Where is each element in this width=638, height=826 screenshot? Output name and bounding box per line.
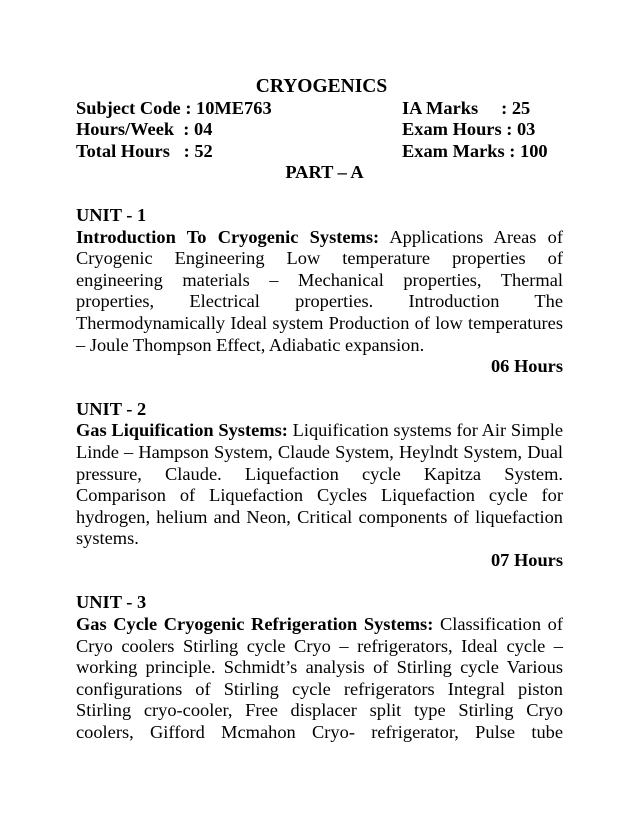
subject-code: Subject Code : 10ME763 [76,97,272,118]
unit-topic: Gas Liquification Systems: [76,420,288,441]
unit-topic: Introduction To Cryogenic Systems: [76,226,380,247]
syllabus-page [76,76,563,765]
unit-body [76,420,563,550]
unit-text: Liquification systems for Air Simple Linde – Hampson System, Claude System, Heylndt System, Dual pressure, Claude. Liquefaction cycle Kapitza System. Comparison of Liquefaction Cycles Liquefaction cycle for hydrogen, helium and Neon, Critical components of liquefaction systems. [76,420,564,549]
unit-hours: 06 Hours [490,356,563,377]
page-title: CRYOGENICS [255,76,388,97]
part-heading: PART – A [285,162,364,183]
unit-topic: Gas Cycle Cryogenic Refrigeration Systems: [76,614,434,635]
unit-text: Classification of Cryo coolers Stirling cycle Cryo – refrigerators, Ideal cycle – working principle. Schmidt’s analysis of Stirling cycle Various configurations of Stirling cycle refrigerators Integral piston Stirling cryo-cooler, Free displacer split type Stirling Cryo coolers, Gifford Mcmahon Cryo- refrigerator, Pulse tube [76,614,563,743]
exam-hours: Exam Hours : 03 [402,119,536,140]
course-meta [76,98,563,163]
meta-row-total-hours [76,141,563,163]
unit-heading: UNIT - 3 [76,592,147,613]
meta-row-subject-code [76,98,563,120]
total-hours: Total Hours : 52 [76,140,213,161]
unit-heading: UNIT - 2 [76,398,147,419]
unit-hours: 07 Hours [490,549,563,570]
unit-section [76,205,563,378]
meta-row-hours-week [76,119,563,141]
unit-body [76,227,563,357]
hours-per-week: Hours/Week : 04 [76,119,213,140]
unit-text: Applications Areas of Cryogenic Engineering Low temperature properties of engineering materials – Mechanical properties, Thermal properties, Electrical properties. Introduction The Thermodynamically Ideal system Production of low temperatures – Joule Thompson Effect, Adiabatic expansion. [76,226,563,355]
unit-heading: UNIT - 1 [76,204,147,225]
ia-marks: IA Marks : 25 [402,97,531,118]
unit-section [76,399,563,572]
unit-section [76,592,563,743]
unit-body [76,614,563,744]
exam-marks: Exam Marks : 100 [402,140,548,161]
